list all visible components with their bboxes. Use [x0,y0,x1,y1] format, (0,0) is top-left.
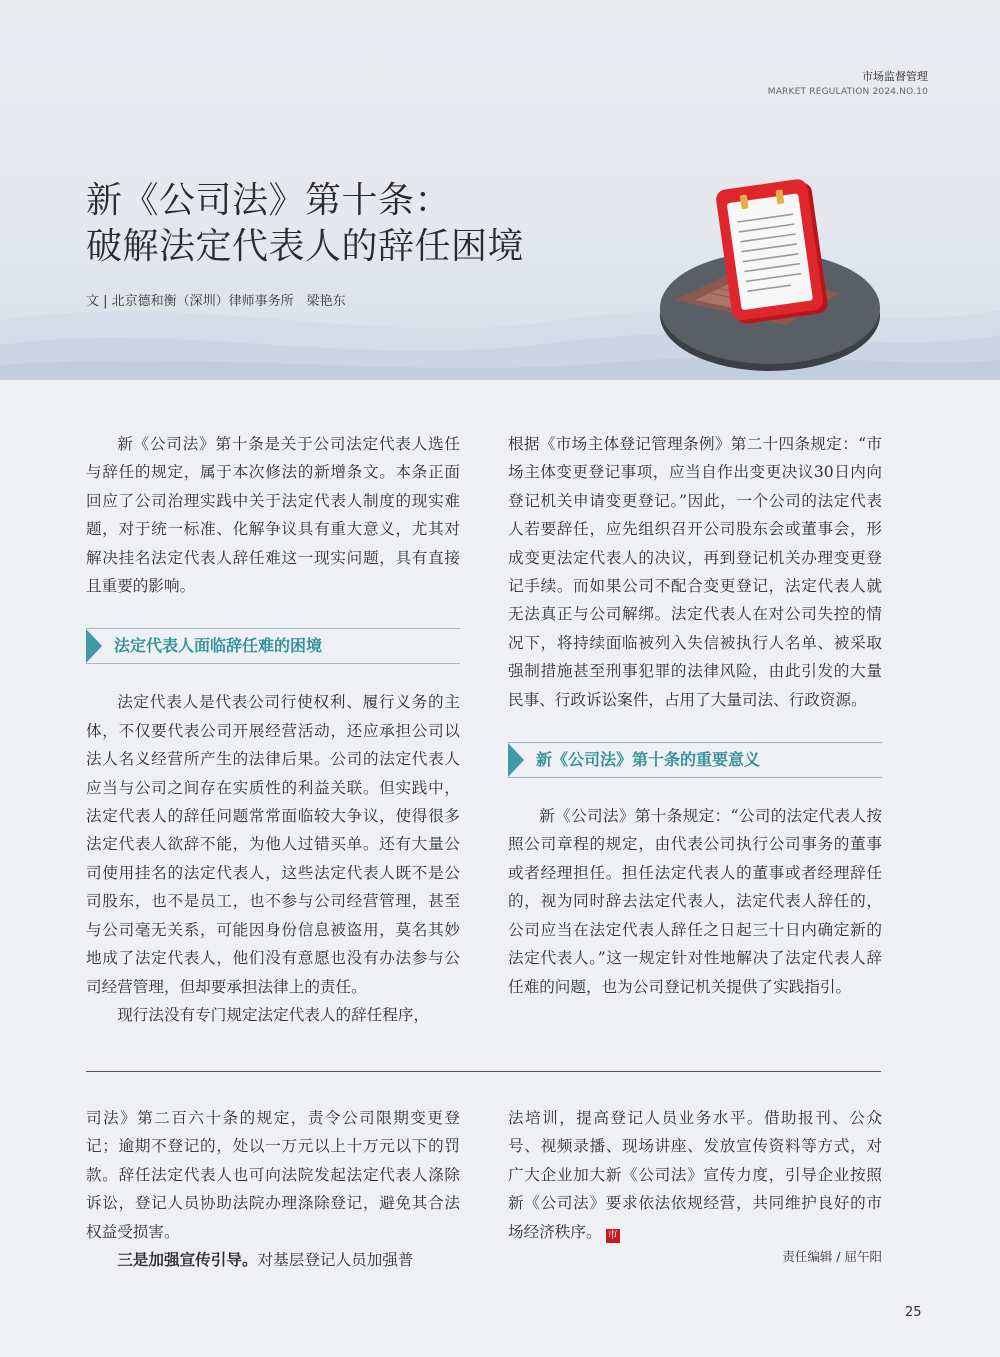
title-line-2: 破解法定代表人的辞任困境 [86,226,525,267]
editor-credit: 责任编辑 / 屈午阳 [782,1249,882,1264]
title-line-1: 新《公司法》第十条： [86,180,452,221]
paragraph: 司法》第二百六十条的规定，责令公司限期变更登记；逾期不登记的，处以一万元以上十万元以下的罚款。辞任法定代表人也可向法院发起法定代表人涤除诉讼，登记人员协助法院办理涤除登记，避免其合法权益受损害。 [86,1109,460,1241]
bottom-left-column [86,1104,460,1274]
paragraph-text: 法培训，提高登记人员业务水平。借助报刊、公众号、视频录播、现场讲座、发放宣传资料等方式，对广大企业加大新《公司法》宣传力度，引导企业按照新《公司法》要求依法依规经营，共同维护良好的市场经济秩序。 [508,1109,882,1241]
paragraph: 现行法没有专门规定法定代表人的辞任程序， [117,1005,430,1024]
triangle-marker-icon [508,743,524,777]
section-heading [86,628,460,664]
journal-name: 市场监督管理 [862,70,928,83]
section-title: 法定代表人面临辞任难的困境 [114,636,323,656]
paragraph: 根据《市场主体登记管理条例》第二十四条规定：“市场主体变更登记事项，应当自作出变更决议30日内向登记机关申请变更登记。”因此，一个公司的法定代表人若要辞任，应先组织召开公司股东会或董事会，形成变更法定代表人的决议，再到登记机关办理变更登记手续。而如果公司不配合变更登记，法定代表人就无法真正与公司解绑。法定代表人在对公司失控的情况下，将持续面临被列入失信被执行人名单、被采取强制措施甚至刑事犯罪的法律风险，由此引发的大量民事、行政诉讼案件，占用了大量司法、行政资源。 [508,435,882,709]
section-title: 新《公司法》第十条的重要意义 [536,750,761,770]
divider [86,1071,881,1072]
article-title [86,178,524,270]
right-column [508,430,882,1001]
emphasis-text: 三是加强宣传引导。 [117,1250,258,1270]
journal-issue: MARKET REGULATION 2024.NO.10 [767,87,928,97]
paragraph [86,1246,460,1274]
bottom-right-column [508,1104,882,1246]
paragraph: 新《公司法》第十条规定：“公司的法定代表人按照公司章程的规定，由代表公司执行公司事务的董事或者经理担任。担任法定代表人的董事或者经理辞任的，视为同时辞去法定代表人，法定代表人辞任的，公司应当在法定代表人辞任之日起三十日内确定新的法定代表人。”这一规定针对性地解决了法定代表人辞任难的问题，也为公司登记机关提供了实践指引。 [508,807,882,996]
page-number: 25 [905,1305,922,1320]
paragraph [508,1104,882,1246]
notepad-illustration [655,175,895,375]
end-mark-icon: 市 [607,1229,618,1241]
triangle-marker-icon [86,629,102,663]
section-heading [508,742,882,778]
paragraph: 新《公司法》第十条是关于公司法定代表人选任与辞任的规定，属于本次修法的新增条文。本条正面回应了公司治理实践中关于法定代表人制度的现实难题，对于统一标准、化解争议具有重大意义，尤其对解决挂名法定代表人辞任难这一现实问题，具有直接且重要的影响。 [86,435,460,596]
byline: 文 | 北京德和衡（深圳）律师事务所 梁艳东 [86,294,346,309]
paragraph-text: 对基层登记人员加强普 [257,1251,414,1270]
left-column [86,430,460,1029]
paragraph: 法定代表人是代表公司行使权利、履行义务的主体，不仅要代表公司开展经营活动，还应承担公司以法人名义经营所产生的法律后果。公司的法定代表人应当与公司之间存在实质性的利益关联。但实践中，法定代表人的辞任问题常常面临较大争议，使得很多法定代表人欲辞不能，为他人过错买单。还有大量公司使用挂名的法定代表人，这些法定代表人既不是公司股东，也不是员工，也不参与公司经营管理，甚至与公司毫无关系，可能因身份信息被盗用，莫名其妙地成了法定代表人，他们没有意愿也没有办法参与公司经营管理，但却要承担法律上的责任。 [86,693,460,996]
